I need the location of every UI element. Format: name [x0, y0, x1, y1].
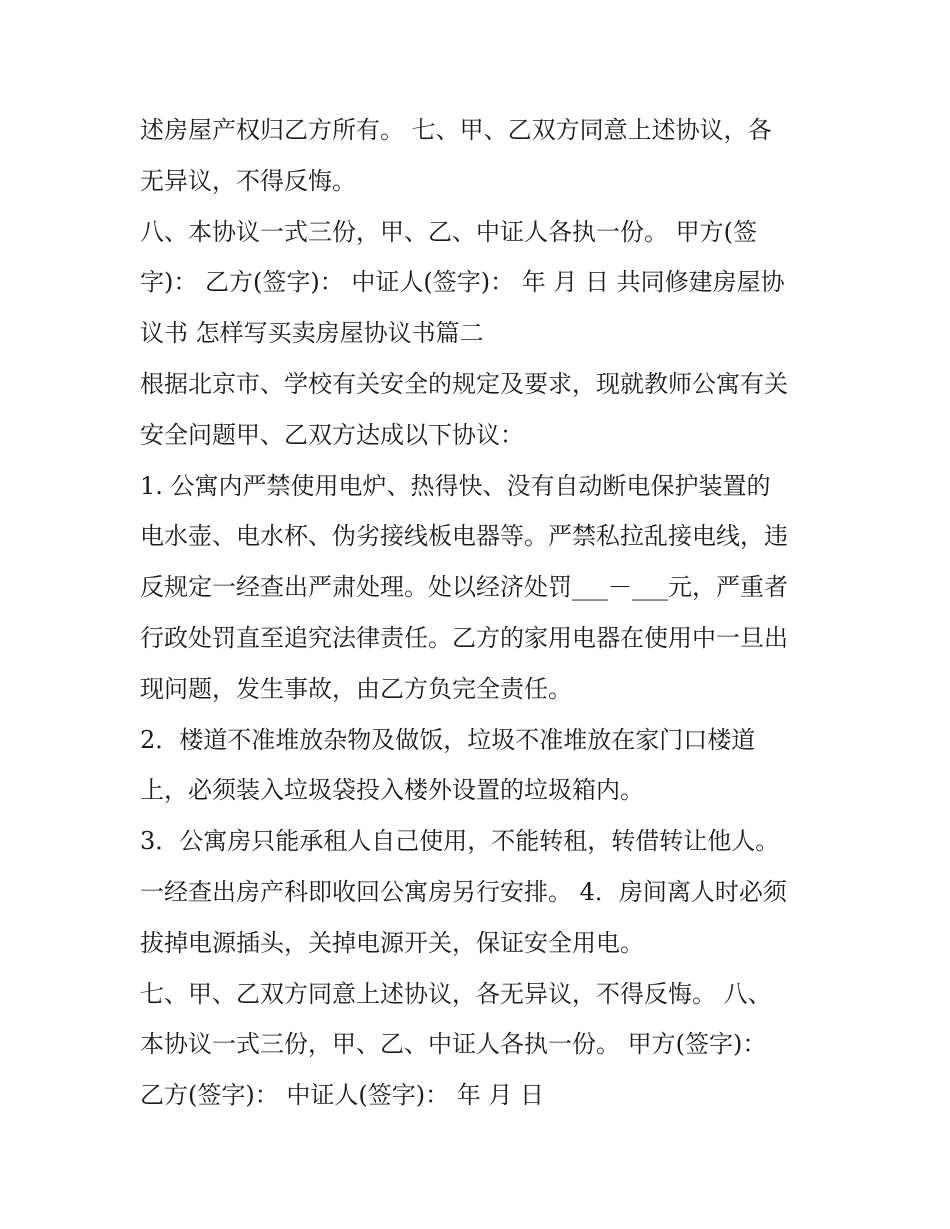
text-line: 3．公寓房只能承租人自己使用，不能转租，转借转让他人。 — [140, 827, 780, 856]
text-line: 行政处罚直至追究法律责任。乙方的家用电器在使用中一旦出 — [140, 623, 788, 652]
document-body — [140, 105, 820, 1121]
text-line: 反规定一经查出严肃处理。处以经济处罚___－___元，严重者 — [140, 573, 788, 602]
text-line: 七、甲、乙双方同意上述协议，各无异议，不得反悔。 八、 — [140, 979, 772, 1008]
text-line: 本协议一式三份，甲、乙、中证人各执一份。 甲方(签字)： — [140, 1030, 767, 1059]
text-line: 电水壶、电水杯、伪劣接线板电器等。严禁私拉乱接电线，违 — [140, 522, 788, 551]
text-line: 字)： 乙方(签字)： 中证人(签字)： 年 月 日 共同修建房屋协 — [140, 268, 785, 297]
text-line: 现问题，发生事故，由乙方负完全责任。 — [140, 674, 572, 703]
text-line: 无异议，不得反悔。 — [140, 166, 356, 195]
text-line: 八、本协议一式三份，甲、乙、中证人各执一份。 甲方(签 — [140, 217, 757, 246]
text-line: 议书 怎样写买卖房屋协议书篇二 — [140, 319, 484, 348]
text-line: 1. 公寓内严禁使用电炉、热得快、没有自动断电保护装置的 — [140, 471, 771, 500]
text-line: 安全问题甲、乙双方达成以下协议： — [140, 420, 524, 449]
text-line: 根据北京市、学校有关安全的规定及要求，现就教师公寓有关 — [140, 369, 788, 398]
text-line: 上，必须装入垃圾袋投入楼外设置的垃圾箱内。 — [140, 776, 644, 805]
text-line: 2．楼道不准堆放杂物及做饭，垃圾不准堆放在家门口楼道 — [140, 725, 756, 754]
text-line: 乙方(签字)： 中证人(签字)： 年 月 日 — [140, 1081, 544, 1110]
text-line: 述房屋产权归乙方所有。 七、甲、乙双方同意上述协议，各 — [140, 116, 772, 144]
text-line: 一经查出房产科即收回公寓房另行安排。 4．房间离人时必须 — [140, 877, 787, 906]
text-line: 拔掉电源插头，关掉电源开关，保证安全用电。 — [140, 928, 644, 957]
